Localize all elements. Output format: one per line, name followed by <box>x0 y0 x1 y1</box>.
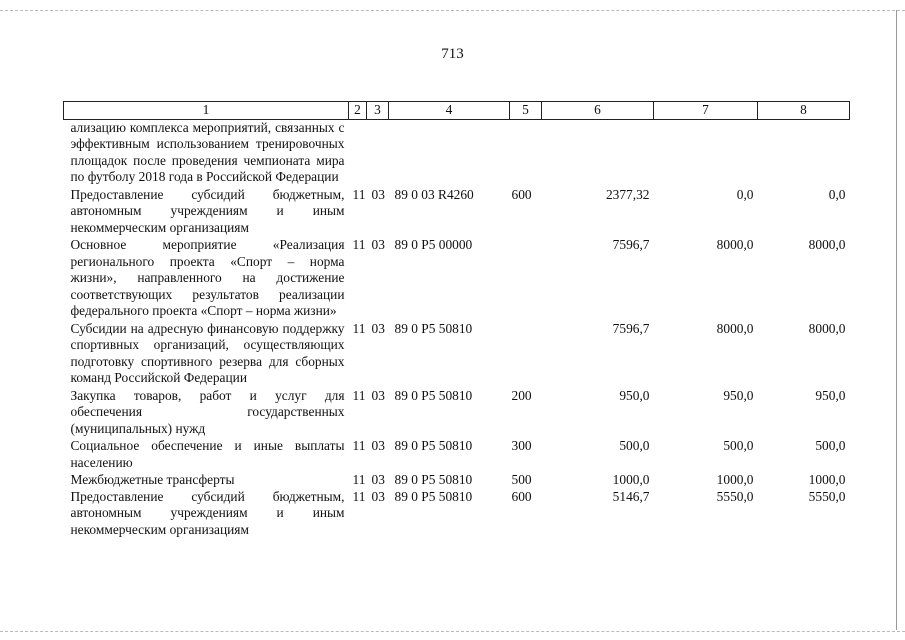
header-col-7: 7 <box>654 102 758 120</box>
row-value-6: 7596,7 <box>612 237 650 252</box>
table-row <box>64 119 850 186</box>
row-value-6 <box>542 119 654 186</box>
row-value-8: 950,0 <box>815 387 846 403</box>
table-row <box>64 320 850 387</box>
row-value-7: 0,0 <box>736 186 754 202</box>
row-subsection: 03 <box>371 438 385 453</box>
row-section: 11 <box>352 186 366 202</box>
row-value-6: 500,0 <box>619 438 650 453</box>
row-expense-type <box>510 119 542 186</box>
row-section <box>349 119 367 186</box>
row-name: Социальное обеспечение и иные выплаты населению <box>70 438 345 470</box>
row-subsection: 03 <box>371 237 385 252</box>
table-row <box>64 489 850 539</box>
row-name: Предоставление субсидий бюджетным, автономным учреждениям и иным некоммерческим организациям <box>70 186 345 235</box>
row-target-article: 89 0 P5 50810 <box>394 387 473 403</box>
row-target-article <box>389 119 510 186</box>
row-subsection: 03 <box>371 320 385 336</box>
row-subsection <box>367 119 389 186</box>
row-value-8 <box>758 119 850 186</box>
row-expense-type: 300 <box>511 438 532 453</box>
table-row <box>64 471 850 489</box>
row-section: 11 <box>352 237 366 252</box>
row-target-article: 89 0 P5 50810 <box>394 472 473 487</box>
row-value-7: 5550,0 <box>716 488 754 504</box>
header-col-6: 6 <box>542 102 654 120</box>
row-target-article: 89 0 P5 50810 <box>394 320 473 336</box>
row-expense-type: 600 <box>511 488 532 504</box>
row-expense-type: 200 <box>511 387 532 403</box>
row-value-8: 1000,0 <box>808 472 846 487</box>
header-col-1: 1 <box>64 102 349 120</box>
row-expense-type <box>510 236 542 320</box>
row-section: 11 <box>352 438 366 453</box>
row-value-8: 8000,0 <box>808 237 846 252</box>
row-section: 11 <box>352 472 366 487</box>
header-col-2: 2 <box>349 102 367 120</box>
row-value-6: 1000,0 <box>612 472 650 487</box>
table-row <box>64 387 850 438</box>
table-row <box>64 236 850 320</box>
page-number: 713 <box>441 46 464 62</box>
row-subsection: 03 <box>371 186 385 202</box>
row-name: Закупка товаров, работ и услуг для обеспечения государственных (муниципальных) нужд <box>70 387 345 436</box>
row-value-8: 500,0 <box>815 438 846 453</box>
row-expense-type: 600 <box>511 186 532 202</box>
row-section: 11 <box>352 488 366 504</box>
row-subsection: 03 <box>371 488 385 504</box>
row-name: Основное мероприятие «Реализация регионального проекта «Спорт – норма жизни», направленного на достижение соответствующих результатов реализации федерального проекта «Спорт – норма жизни» <box>70 237 345 318</box>
row-value-6: 950,0 <box>619 387 650 403</box>
table-row <box>64 186 850 237</box>
row-value-7: 8000,0 <box>716 237 754 252</box>
row-name: Субсидии на адресную финансовую поддержку спортивных организаций, осуществляющих подготовку спортивного резерва для сборных команд Российской Федерации <box>70 320 345 385</box>
row-value-7: 500,0 <box>723 438 754 453</box>
row-value-6: 7596,7 <box>612 320 650 336</box>
page-edge-bottom <box>0 631 905 632</box>
row-target-article: 89 0 P5 00000 <box>394 237 473 252</box>
header-col-3: 3 <box>367 102 389 120</box>
row-value-7: 8000,0 <box>716 320 754 336</box>
header-col-8: 8 <box>758 102 850 120</box>
header-col-5: 5 <box>510 102 542 120</box>
budget-table <box>63 101 850 538</box>
row-value-7 <box>654 119 758 186</box>
row-value-8: 8000,0 <box>808 320 846 336</box>
row-target-article: 89 0 03 R4260 <box>394 186 474 202</box>
row-value-8: 5550,0 <box>808 488 846 504</box>
page-edge-right <box>896 10 897 630</box>
row-value-6: 5146,7 <box>612 488 650 504</box>
row-name: Предоставление субсидий бюджетным, автономным учреждениям и иным некоммерческим организациям <box>70 488 345 537</box>
row-section: 11 <box>352 387 366 403</box>
table-row <box>64 437 850 471</box>
row-subsection: 03 <box>371 472 385 487</box>
header-col-4: 4 <box>389 102 510 120</box>
row-target-article: 89 0 P5 50810 <box>394 438 473 453</box>
header-row <box>64 102 850 120</box>
row-section: 11 <box>352 320 366 336</box>
row-value-8: 0,0 <box>828 186 846 202</box>
page-edge-top <box>0 10 905 11</box>
row-name: ализацию комплекса мероприятий, связанных с эффективным использованием тренировочных площадок после проведения чемпионата мира по футболу 2018 года в Российской Федерации <box>70 119 345 184</box>
row-value-7: 950,0 <box>723 387 754 403</box>
row-name: Межбюджетные трансферты <box>70 472 235 487</box>
row-subsection: 03 <box>371 387 385 403</box>
row-target-article: 89 0 P5 50810 <box>394 488 473 504</box>
row-expense-type: 500 <box>511 472 532 487</box>
row-expense-type <box>510 320 542 387</box>
row-value-6: 2377,32 <box>605 186 650 202</box>
row-value-7: 1000,0 <box>716 472 754 487</box>
